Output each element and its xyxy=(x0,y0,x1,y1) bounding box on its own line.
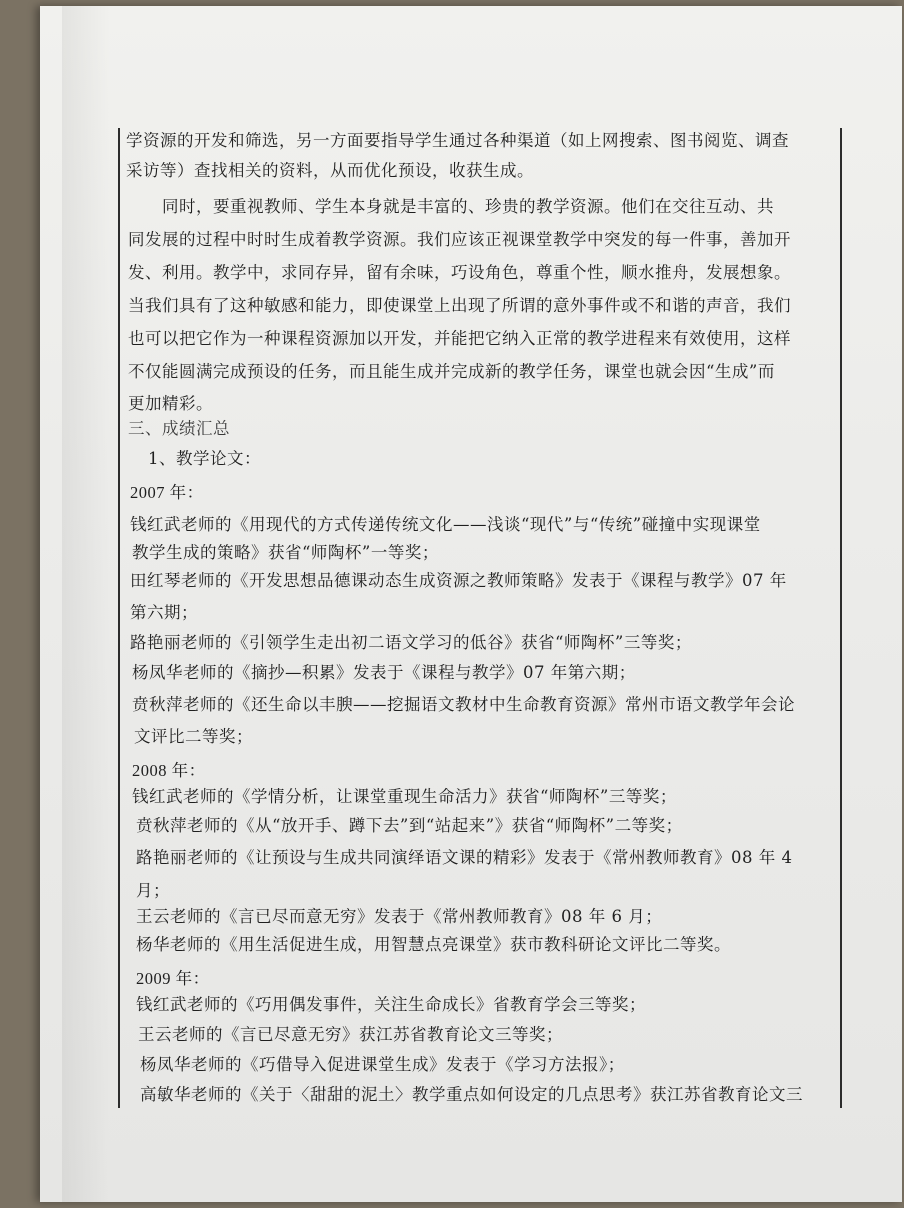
text-line: 路艳丽老师的《让预设与生成共同演绎语文课的精彩》发表于《常州教师教育》08 年 4 xyxy=(136,848,793,867)
text-line: 月； xyxy=(136,881,170,900)
text-line: 钱红武老师的《巧用偶发事件，关注生命成长》省教育学会三等奖； xyxy=(136,995,646,1014)
text-line: 钱红武老师的《学情分析，让课堂重现生命活力》获省“师陶杯”三等奖； xyxy=(132,787,677,806)
text-line: 路艳丽老师的《引领学生走出初二语文学习的低谷》获省“师陶杯”三等奖； xyxy=(130,633,692,652)
text-line: 当我们具有了这种敏感和能力，即使课堂上出现了所谓的意外事件或不和谐的声音，我们 xyxy=(128,296,791,315)
text-line: 贲秋萍老师的《还生命以丰腴——挖掘语文教材中生命教育资源》常州市语文教学年会论 xyxy=(132,695,795,714)
page-binding-shadow xyxy=(62,6,110,1202)
text-line: 不仅能圆满完成预设的任务，而且能生成并完成新的教学任务，课堂也就会因“生成”而 xyxy=(128,362,775,381)
text-line: 田红琴老师的《开发思想品德课动态生成资源之教师策略》发表于《课程与教学》07 年 xyxy=(130,571,787,590)
text-line: 杨凤华老师的《摘抄—积累》发表于《课程与教学》07 年第六期； xyxy=(132,663,636,682)
text-line: 贲秋萍老师的《从“放开手、蹲下去”到“站起来”》获省“师陶杯”二等奖； xyxy=(136,816,683,835)
text-line: 学资源的开发和筛选，另一方面要指导学生通过各种渠道（如上网搜索、图书阅览、调查 xyxy=(126,131,789,150)
text-line: 文评比二等奖； xyxy=(134,727,253,746)
text-line: 杨华老师的《用生活促进生成，用智慧点亮课堂》获市教科研论文评比二等奖。 xyxy=(136,935,731,954)
text-line: 更加精彩。 xyxy=(128,394,213,413)
year-heading: 2007 年： xyxy=(130,483,204,502)
text-line: 钱红武老师的《用现代的方式传递传统文化——浅谈“现代”与“传统”碰撞中实现课堂 xyxy=(130,515,761,534)
subsection-heading: 1、教学论文： xyxy=(148,449,261,468)
text-line: 同时，要重视教师、学生本身就是丰富的、珍贵的教学资源。他们在交往互动、共 xyxy=(162,197,774,216)
text-line: 发、利用。教学中，求同存异，留有余味，巧设角色，尊重个性，顺水推舟，发展想象。 xyxy=(128,263,791,282)
text-line: 也可以把它作为一种课程资源加以开发，并能把它纳入正常的教学进程来有效使用，这样 xyxy=(128,329,791,348)
year-heading: 2008 年： xyxy=(132,761,206,780)
text-line: 杨凤华老师的《巧借导入促进课堂生成》发表于《学习方法报》； xyxy=(140,1055,625,1074)
text-line: 同发展的过程中时时生成着教学资源。我们应该正视课堂教学中突发的每一件事，善加开 xyxy=(128,230,791,249)
text-line: 教学生成的策略》获省“师陶杯”一等奖； xyxy=(132,543,439,562)
text-line: 王云老师的《言已尽意无穷》获江苏省教育论文三等奖； xyxy=(138,1025,563,1044)
text-line: 王云老师的《言已尽而意无穷》发表于《常州教师教育》08 年 6 月； xyxy=(136,907,663,926)
section-heading: 三、成绩汇总 xyxy=(128,419,230,438)
text-line: 高敏华老师的《关于〈甜甜的泥土〉教学重点如何设定的几点思考》获江苏省教育论文三 xyxy=(140,1085,803,1104)
text-line: 采访等）查找相关的资料，从而优化预设，收获生成。 xyxy=(126,161,534,180)
year-heading: 2009 年： xyxy=(136,969,210,988)
text-line: 第六期； xyxy=(130,603,198,622)
